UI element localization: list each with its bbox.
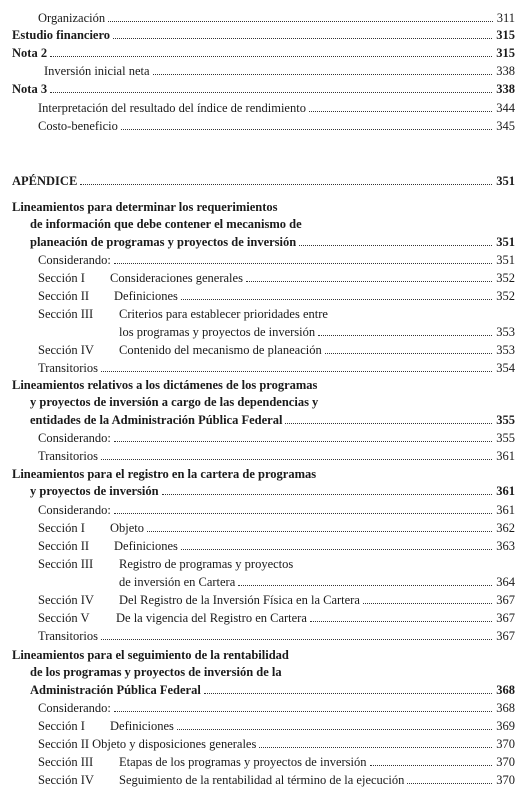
toc-entry[interactable] [0,99,524,117]
page-number: 351 [496,174,515,188]
page-number: 338 [496,64,515,78]
toc-entry-title: Considerando: [38,701,111,715]
page-number: 370 [496,773,515,787]
toc-entry[interactable] [0,359,524,377]
toc-entry-title: de los programas y proyectos de inversión de la [30,665,282,679]
page-number: 352 [496,289,515,303]
toc-entry-title: Sección III [38,557,94,571]
toc-entry[interactable] [0,753,524,771]
page-number: 361 [496,484,515,498]
section-title: Definiciones [114,289,178,303]
toc-entry[interactable] [0,519,524,537]
dot-leader [310,621,492,622]
dot-leader [114,263,492,264]
toc-entry-title: Organización [38,11,106,25]
dot-leader [370,765,493,766]
toc-entry-title: Transitorios [38,361,98,375]
toc-entry[interactable] [0,699,524,717]
dot-leader [285,423,492,424]
toc-entry-title: Lineamientos para el registro en la cartera de programas [12,467,317,481]
dot-leader [246,281,492,282]
section-title: Contenido del mecanismo de planeación [119,343,322,357]
toc-entry[interactable] [0,172,524,190]
page-number: 361 [496,503,515,517]
page-number: 368 [496,683,515,697]
dot-leader [50,92,492,93]
toc-entry-title: Sección I [38,521,85,535]
page-number: 354 [496,361,515,375]
toc-entry[interactable] [0,44,524,62]
toc-entry-title: y proyectos de inversión [30,484,159,498]
toc-entry[interactable] [0,287,524,305]
page-number: 315 [496,28,515,42]
page-number: 368 [496,701,515,715]
dot-leader [80,184,492,185]
page-number: 345 [496,119,515,133]
toc-entry-title: los programas y proyectos de inversión [119,325,316,339]
toc-entry-title: APÉNDICE [12,174,78,188]
dot-leader [259,747,492,748]
dot-leader [309,111,492,112]
toc-entry-title: Sección III [38,755,94,769]
toc-entry[interactable] [0,9,524,27]
toc-entry[interactable] [0,609,524,627]
toc-entry[interactable] [0,681,524,699]
section-title: Seguimiento de la rentabilidad al término de la ejecución [119,773,405,787]
toc-entry[interactable] [0,537,524,555]
toc-entry[interactable] [0,215,524,233]
page-number: 367 [496,629,515,643]
toc-entry[interactable] [0,26,524,44]
toc-entry-title: Sección II Objeto y disposiciones generales [38,737,257,751]
toc-entry[interactable] [0,573,524,591]
dot-leader [177,729,492,730]
dot-leader [363,603,492,604]
dot-leader [114,513,492,514]
toc-entry[interactable] [0,591,524,609]
toc-entry-title: Sección IV [38,773,94,787]
page-number: 363 [496,539,515,553]
toc-entry-title: Interpretación del resultado del índice de rendimiento [38,101,306,115]
dot-leader [181,549,492,550]
section-title: Definiciones [110,719,174,733]
dot-leader [318,335,492,336]
dot-leader [114,711,492,712]
section-title: Del Registro de la Inversión Física en la Cartera [119,593,360,607]
toc-entry-title: Nota 2 [12,46,48,60]
page-number: 353 [496,343,515,357]
toc-entry-title: entidades de la Administración Pública Federal [30,413,283,427]
toc-entry[interactable] [0,376,524,394]
dot-leader [153,74,493,75]
dot-leader [407,783,492,784]
toc-entry-title: Sección IV [38,593,94,607]
dot-leader [108,21,493,22]
toc-entry-title: Sección V [38,611,90,625]
toc-entry-title: Lineamientos para el seguimiento de la rentabilidad [12,648,289,662]
toc-entry[interactable] [0,735,524,753]
toc-entry[interactable] [0,627,524,645]
toc-entry-title: Considerando: [38,503,111,517]
toc-entry-title: Costo-beneficio [38,119,118,133]
dot-leader [162,494,493,495]
section-title: Consideraciones generales [110,271,243,285]
toc-entry[interactable] [0,233,524,251]
toc-entry[interactable] [0,393,524,411]
page-number: 344 [496,101,515,115]
dot-leader [238,585,492,586]
toc-entry[interactable] [0,555,524,573]
page-number: 362 [496,521,515,535]
page-number: 311 [496,11,515,25]
dot-leader [299,245,492,246]
toc-entry-title: Estudio financiero [12,28,111,42]
toc-entry-title: Lineamientos relativos a los dictámenes de los programas [12,378,318,392]
dot-leader [121,129,492,130]
section-title: Objeto [110,521,145,535]
section-title: Etapas de los programas y proyectos de inversión [119,755,367,769]
toc-entry-title: Lineamientos para determinar los requerimientos [12,200,278,214]
dot-leader [147,531,492,532]
toc-entry[interactable] [0,411,524,429]
dot-leader [101,639,492,640]
toc-entry-title: Considerando: [38,253,111,267]
toc-entry-title: Sección II [38,289,90,303]
toc-entry[interactable] [0,269,524,287]
toc-entry[interactable] [0,251,524,269]
toc-entry-title: Sección II [38,539,90,553]
toc-entry[interactable] [0,465,524,483]
toc-entry[interactable] [0,198,524,216]
toc-entry-title: Sección IV [38,343,94,357]
toc-entry[interactable] [0,771,524,789]
toc-entry[interactable] [0,341,524,359]
dot-leader [114,441,492,442]
toc-entry-title: Sección I [38,271,85,285]
toc-entry[interactable] [0,117,524,135]
toc-entry[interactable] [0,305,524,323]
page-number: 355 [496,431,515,445]
dot-leader [101,459,492,460]
page-number: 353 [496,325,515,339]
toc-entry-title: Sección III [38,307,94,321]
toc-entry[interactable] [0,501,524,519]
toc-entry[interactable] [0,663,524,681]
toc-entry-title: de información que debe contener el mecanismo de [30,217,302,231]
page-number: 351 [496,235,515,249]
page-number: 364 [496,575,515,589]
page-number: 355 [496,413,515,427]
toc-entry[interactable] [0,482,524,500]
toc-entry-title: Transitorios [38,449,98,463]
dot-leader [204,693,492,694]
dot-leader [113,38,492,39]
page-number: 338 [496,82,515,96]
dot-leader [50,56,492,57]
toc-entry[interactable] [0,62,524,80]
toc-entry-title: y proyectos de inversión a cargo de las dependencias y [30,395,319,409]
toc-entry-title: Nota 3 [12,82,48,96]
toc-entry[interactable] [0,447,524,465]
page-number: 369 [496,719,515,733]
toc-entry-title: Inversión inicial neta [44,64,150,78]
page-number: 367 [496,593,515,607]
toc-entry[interactable] [0,323,524,341]
dot-leader [101,371,492,372]
toc-entry[interactable] [0,429,524,447]
toc-entry-title: planeación de programas y proyectos de inversión [30,235,297,249]
toc-entry-title: Considerando: [38,431,111,445]
section-title: Definiciones [114,539,178,553]
section-title: De la vigencia del Registro en Cartera [116,611,307,625]
toc-entry-title: de inversión en Cartera [119,575,236,589]
dot-leader [181,299,492,300]
page-number: 370 [496,737,515,751]
page-number: 370 [496,755,515,769]
toc-entry-title: Administración Pública Federal [30,683,201,697]
toc-entry[interactable] [0,80,524,98]
page-number: 352 [496,271,515,285]
toc-entry[interactable] [0,646,524,664]
page-number: 315 [496,46,515,60]
toc-entry-title: Sección I [38,719,85,733]
page-number: 367 [496,611,515,625]
toc-entry-title: Transitorios [38,629,98,643]
section-title: Registro de programas y proyectos [119,557,294,571]
page-number: 351 [496,253,515,267]
section-title: Criterios para establecer prioridades entre [119,307,328,321]
toc-entry[interactable] [0,717,524,735]
dot-leader [325,353,493,354]
page-number: 361 [496,449,515,463]
